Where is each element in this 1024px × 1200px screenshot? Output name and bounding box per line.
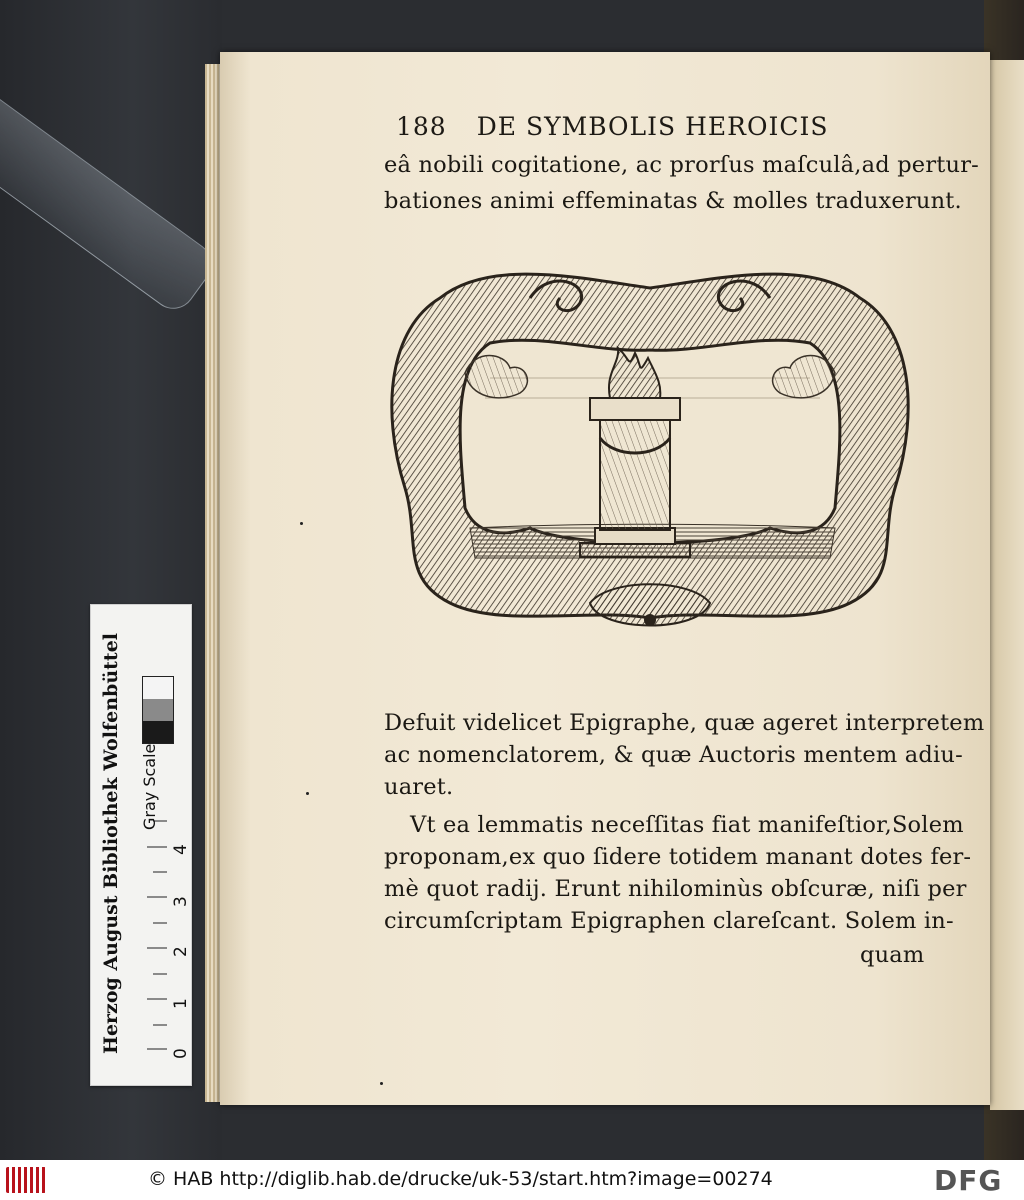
- page-number: 188: [396, 112, 447, 141]
- gray-swatch-mid: [143, 699, 173, 721]
- page-speck: [300, 522, 303, 525]
- gray-swatch-black: [143, 721, 173, 743]
- viewer-footer: [0, 1160, 1024, 1200]
- text-line: uaret.: [384, 774, 454, 800]
- running-head: [396, 112, 916, 148]
- text-line: proponam,ex quo ſidere totidem manant dotes fer-: [384, 844, 972, 870]
- text-line: bationes animi effeminatas & molles traduxerunt.: [384, 188, 962, 214]
- running-title: DE SYMBOLIS HEROICIS: [476, 112, 829, 141]
- ruler-number: 3: [171, 896, 191, 907]
- ruler-gray-label: Gray Scale: [140, 743, 159, 830]
- text-line: Defuit videlicet Epigraphe, quæ ageret interpretem: [384, 710, 985, 736]
- ruler-library-title: Herzog August Bibliothek Wolfenbüttel: [100, 633, 122, 1054]
- gray-swatches: [142, 676, 174, 744]
- page-speck: [380, 1082, 383, 1085]
- ruler-number: 1: [171, 998, 191, 1009]
- gray-swatch-white: [143, 677, 173, 699]
- emblem-engraving: [380, 258, 920, 648]
- text-line: Vt ea lemmatis neceſſitas fiat manifeſtior,Solem: [410, 812, 964, 838]
- footer-source-link[interactable]: © HAB http://diglib.hab.de/drucke/uk-53/start.htm?image=00274: [148, 1168, 773, 1190]
- text-line: ac nomenclatorem, & quæ Auctoris mentem adiu-: [384, 742, 963, 768]
- ruler-number: 0: [171, 1048, 191, 1059]
- ruler-number: 4: [171, 844, 191, 855]
- text-line: quam: [860, 942, 925, 968]
- page-speck: [306, 792, 309, 795]
- text-line: eâ nobili cogitatione, ac prorſus maſculâ,ad pertur-: [384, 152, 979, 178]
- hab-logo-icon: [6, 1167, 46, 1193]
- facing-page-edge: [990, 60, 1024, 1110]
- dfg-logo: DFG: [934, 1164, 1003, 1197]
- ruler-number: 2: [171, 946, 191, 957]
- text-line: circumſcriptam Epigraphen clareſcant. Solem in-: [384, 908, 954, 934]
- text-line: mè quot radij. Erunt nihilominùs obſcuræ, niſi per: [384, 876, 967, 902]
